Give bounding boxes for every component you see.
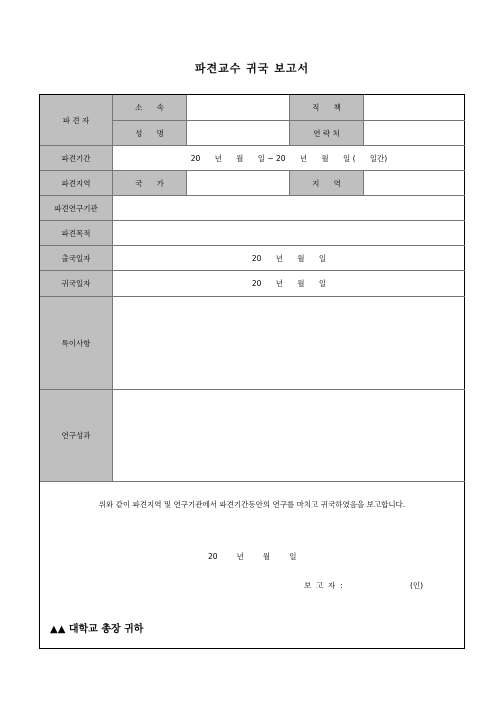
notes-label: 특이사항 (40, 297, 113, 390)
affiliation-field[interactable] (187, 95, 290, 121)
contact-label: 연 락 처 (290, 121, 364, 146)
report-statement: 위와 같이 파견지역 및 연구기관에서 파견기간동안의 연구를 마치고 귀국하였음을 보고합니다. (98, 500, 406, 509)
departure-field[interactable]: 20 년 월 일 (113, 246, 465, 271)
return-field[interactable]: 20 년 월 일 (113, 271, 465, 297)
dispatcher-label: 파 견 자 (40, 95, 113, 146)
addressee: ▲▲ 대학교 총장 귀하 (50, 624, 144, 635)
results-field[interactable] (113, 390, 465, 482)
contact-field[interactable] (364, 121, 465, 146)
period-field[interactable]: 20 년 월 일 ~ 20 년 월 일 ( 일간) (113, 146, 465, 171)
document-title: 파견교수 귀국 보고서 (194, 62, 310, 75)
area-field[interactable] (364, 171, 465, 196)
departure-label: 출국일자 (40, 246, 113, 271)
period-label: 파견기간 (40, 146, 113, 171)
country-field[interactable] (187, 171, 290, 196)
position-field[interactable] (364, 95, 465, 121)
institution-label: 파견연구기관 (40, 196, 113, 221)
report-date: 20 년 월 일 (208, 552, 297, 561)
position-label: 직 책 (290, 95, 364, 121)
name-field[interactable] (187, 121, 290, 146)
report-form (39, 94, 465, 649)
institution-field[interactable] (113, 196, 465, 221)
affiliation-label: 소 속 (113, 95, 187, 121)
reporter-label: 보 고 자 : (304, 581, 343, 590)
purpose-field[interactable] (113, 221, 465, 246)
purpose-label: 파견목적 (40, 221, 113, 246)
notes-field[interactable] (113, 297, 465, 390)
results-label: 연구성과 (40, 390, 113, 482)
region-label: 파견지역 (40, 171, 113, 196)
country-label: 국 가 (113, 171, 187, 196)
seal-mark: (인) (410, 581, 424, 590)
name-label: 성 명 (113, 121, 187, 146)
area-label: 지 역 (290, 171, 364, 196)
return-label: 귀국일자 (40, 271, 113, 297)
